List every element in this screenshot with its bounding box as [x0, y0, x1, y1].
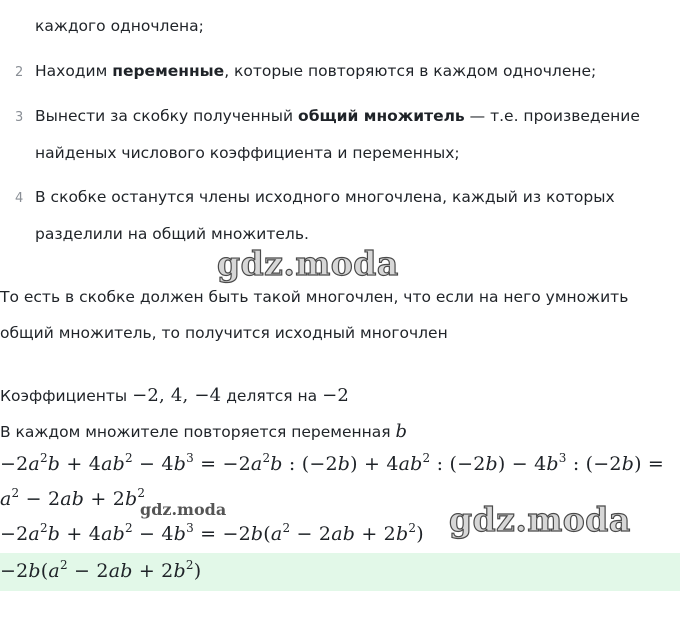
step-3-text-after: — т.е. произведение	[464, 107, 640, 125]
step-2-text	[35, 62, 596, 80]
coefficients-tail: делятся на	[221, 387, 323, 405]
coefficients-values: −2, 4, −4	[132, 385, 222, 406]
equation-division-line-1: $-2a^2b + 4ab^2 - 4b^3 = -2a^2b$ : $(-2b) + 4ab^2$ : $(-2b) - 4b^3$ : (−2b) =	[0, 450, 665, 475]
equation-factored: $-2a^2b + 4ab^2 - 4b^3 = -2b(a^2 - 2ab + 2b^2)$	[0, 520, 424, 545]
explanation-line-2: общий множитель, то получится исходный многочлен	[0, 324, 448, 342]
step-3-bold: общий множитель	[298, 107, 465, 125]
equation-division-line-2: $a^2 - 2ab + 2b^2$	[0, 485, 146, 510]
variable-label: В каждом множителе повторяется переменная	[0, 423, 396, 441]
step-3-line-2: найденых числового коэффициента и переменных;	[35, 144, 460, 162]
step-4-line-1: В скобке останутся члены исходного многочлена, каждый из которых	[35, 188, 615, 206]
step-3-text	[35, 107, 640, 125]
watermark-logo-2: gdz.moda	[449, 500, 631, 539]
coefficients-label: Коэффициенты	[0, 387, 133, 405]
variable-b: b	[395, 421, 408, 442]
coefficients-line	[0, 385, 349, 406]
watermark-small: gdz.moda	[140, 500, 227, 519]
answer-expression: $-2b(a^2 - 2ab + 2b^2)$	[0, 557, 202, 582]
explanation-line-1: То есть в скобке должен быть такой многочлен, что если на него умножить	[0, 288, 629, 306]
step-number-2: 2	[15, 65, 24, 80]
step-number-3: 3	[15, 110, 24, 125]
watermark-logo: gdz.moda	[217, 244, 399, 283]
step-2-text-after: , которые повторяются в каждом одночлене;	[224, 62, 597, 80]
coefficients-divisor: −2	[322, 385, 349, 406]
step-number-4: 4	[15, 191, 24, 206]
step-3-text-before: Вынести за скобку полученный	[35, 107, 299, 125]
step-1-continuation: каждого одночлена;	[35, 17, 204, 35]
step-4-line-2: разделили на общий множитель.	[35, 225, 309, 243]
step-2-bold: переменные	[112, 62, 225, 80]
variable-line	[0, 421, 407, 442]
step-2-text-before: Находим	[35, 62, 113, 80]
